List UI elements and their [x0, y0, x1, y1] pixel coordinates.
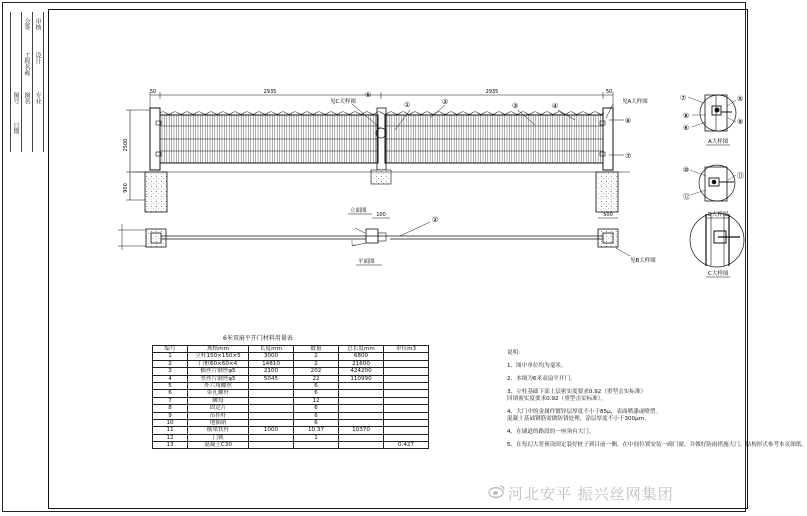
- table-cell: [339, 442, 384, 449]
- column-header: 数量: [294, 346, 339, 353]
- part-balloon: ⑩: [683, 166, 690, 174]
- materials-table-body: [153, 353, 429, 449]
- table-cell: 6: [294, 419, 339, 426]
- table-cell: 7: [153, 397, 188, 404]
- table-cell: [249, 397, 294, 404]
- table-row: [153, 427, 429, 434]
- table-row: [153, 419, 429, 426]
- table-cell: 6800: [339, 353, 384, 360]
- column-header: 单位m3: [384, 346, 429, 353]
- table-cell: 2100: [249, 368, 294, 375]
- table-cell: 8: [153, 405, 188, 412]
- elevation-view: [126, 92, 630, 212]
- table-cell: [249, 405, 294, 412]
- table-cell: [339, 397, 384, 404]
- table-cell: 6: [153, 390, 188, 397]
- table-header-row: [153, 346, 429, 353]
- callout-detail-b: 见B大样图: [630, 258, 656, 264]
- table-cell: [384, 434, 429, 441]
- table-cell: 13: [153, 442, 188, 449]
- table-cell: [384, 397, 429, 404]
- table-cell: 5045: [249, 375, 294, 382]
- table-cell: 竖丝片钢丝φ5: [188, 375, 249, 382]
- note-line: 2、本图为6米双扇平开门。: [507, 376, 576, 382]
- notes-heading: 说明：: [507, 350, 524, 356]
- table-cell: 3000: [249, 353, 294, 360]
- detail-b-label: B大样图: [708, 212, 729, 218]
- table-row: [153, 360, 429, 367]
- table-cell: [249, 434, 294, 441]
- table-cell: 带孔螺杆: [188, 390, 249, 397]
- table-cell: 10.37: [294, 427, 339, 434]
- table-cell: 424200: [339, 368, 384, 375]
- note-line: 5、在每幻大普预设固定装好桩子到目前一侧，在中间位置安装一副门窗，并做好防雨措施大门，结构形式参考本页图纸。: [507, 442, 807, 448]
- table-cell: [384, 419, 429, 426]
- detail-b-drawing: [690, 165, 736, 201]
- table-cell: 横梁铁杆: [188, 427, 249, 434]
- part-balloon: ⑦: [625, 152, 632, 160]
- detail-c-label: C大样图: [708, 271, 729, 277]
- table-row: [153, 353, 429, 360]
- dim-label: 2500: [123, 138, 129, 152]
- column-header: 规格mm: [188, 346, 249, 353]
- table-cell: [384, 368, 429, 375]
- part-balloon: ⑥: [683, 124, 690, 132]
- table-cell: 横丝片钢丝φ5: [188, 368, 249, 375]
- table-cell: 1000: [249, 427, 294, 434]
- table-cell: [384, 412, 429, 419]
- table-cell: [339, 412, 384, 419]
- table-cell: 6: [294, 412, 339, 419]
- table-cell: 6: [294, 390, 339, 397]
- notes: [507, 350, 807, 449]
- table-row: [153, 368, 429, 375]
- dim-label: 900: [123, 183, 129, 193]
- table-row: [153, 442, 429, 449]
- dim-label: 50: [605, 89, 613, 95]
- table-cell: 螺母: [188, 397, 249, 404]
- part-balloon: ⑪: [737, 172, 744, 180]
- title-block-cell: 图名: [23, 92, 30, 104]
- callout-detail-c: 见C大样图: [330, 99, 356, 105]
- dim-label: 2935: [263, 89, 277, 95]
- table-cell: 门框60×60×4: [188, 360, 249, 367]
- table-cell: [249, 412, 294, 419]
- table-cell: 立柱150×150×5: [188, 353, 249, 360]
- table-row: [153, 412, 429, 419]
- column-header: 编号: [153, 346, 188, 353]
- table-cell: 1: [294, 434, 339, 441]
- note-line: 3、立柱基础下部土层密实度要求0.92（重型击实标准）: [507, 389, 647, 395]
- dim-label: 100: [376, 212, 386, 218]
- table-cell: 0.427: [384, 442, 429, 449]
- column-header: 长度mm: [249, 346, 294, 353]
- table-cell: 22: [294, 375, 339, 382]
- title-block-cell: 图号: [12, 92, 19, 104]
- view-caption-elevation: 立面图: [350, 208, 367, 214]
- callout-detail-a: 见A大样图: [622, 99, 648, 105]
- table-cell: [384, 427, 429, 434]
- title-block-cell: 审核: [34, 18, 41, 30]
- watermark-text: 河北安平 振兴丝网集团: [508, 485, 674, 503]
- table-cell: 门锁: [188, 434, 249, 441]
- table-cell: [339, 419, 384, 426]
- table-cell: [339, 390, 384, 397]
- table-cell: 14810: [249, 360, 294, 367]
- weibo-logo-icon: [488, 484, 506, 498]
- table-cell: 2: [294, 353, 339, 360]
- title-block-cell: 专业: [34, 92, 41, 104]
- dim-label: 500: [603, 212, 613, 218]
- table-cell: [249, 382, 294, 389]
- table-cell: 外六角螺丝: [188, 382, 249, 389]
- table-cell: [249, 419, 294, 426]
- table-cell: [249, 442, 294, 449]
- note-line: 4、大门中的金属件镀锌层厚度不小于85μ，表面喷漆或喷塑。: [507, 409, 662, 415]
- table-cell: 110990: [339, 375, 384, 382]
- table-row: [153, 434, 429, 441]
- table-cell: 11: [153, 427, 188, 434]
- table-cell: 202: [294, 368, 339, 375]
- title-block-cell: 工程名称: [23, 52, 30, 76]
- table-cell: 5: [153, 382, 188, 389]
- note-line: 混凝土基础钢筋需做防锈处理，涂层厚度不小于300μm。: [507, 416, 650, 422]
- table-cell: [384, 390, 429, 397]
- table-row: [153, 382, 429, 389]
- table-cell: 地插销: [188, 419, 249, 426]
- note-line: 1、图中单位均为毫米。: [507, 363, 567, 369]
- table-cell: [384, 353, 429, 360]
- table-cell: 1: [153, 353, 188, 360]
- table-cell: [339, 434, 384, 441]
- table-cell: 4: [153, 375, 188, 382]
- table-cell: 10370: [339, 427, 384, 434]
- part-balloon: ③: [512, 102, 519, 110]
- table-cell: 2: [153, 360, 188, 367]
- part-balloon: ②: [432, 216, 439, 224]
- detail-c-drawing: [690, 213, 744, 267]
- table-cell: 固定片: [188, 405, 249, 412]
- table-cell: 12: [294, 397, 339, 404]
- title-block-cell: 设计: [34, 52, 41, 64]
- detail-a-label: A大样图: [708, 139, 729, 145]
- title-block-cell: 会签: [23, 18, 30, 30]
- table-cell: [384, 360, 429, 367]
- table-cell: [384, 405, 429, 412]
- table-cell: 6: [294, 405, 339, 412]
- title-block-cell: 日期: [12, 122, 19, 134]
- part-balloon: ④: [552, 102, 559, 110]
- part-balloon: ⑧: [683, 112, 690, 120]
- table-cell: [384, 382, 429, 389]
- table-cell: [339, 405, 384, 412]
- dim-label: 2935: [485, 89, 499, 95]
- materials-table-title: 6米双扇平开门材料用量表: [223, 335, 293, 342]
- table-cell: 21600: [339, 360, 384, 367]
- part-balloon: ⑤: [737, 95, 744, 103]
- table-cell: 6: [294, 382, 339, 389]
- part-balloon: ⑨: [737, 118, 744, 126]
- materials-table: [152, 345, 429, 449]
- table-row: [153, 390, 429, 397]
- part-balloon: ⑥: [625, 117, 632, 125]
- part-balloon: ⑦: [680, 94, 687, 102]
- part-balloon: ⑤: [365, 91, 372, 99]
- part-balloon: ①: [404, 101, 411, 109]
- column-header: 总长度mm: [339, 346, 384, 353]
- table-row: [153, 397, 429, 404]
- dim-label: 50: [149, 89, 157, 95]
- table-cell: 2: [294, 360, 339, 367]
- table-cell: [294, 442, 339, 449]
- note-line: 4、在铺道的路段的一座须有大门。: [507, 429, 595, 435]
- note-line: 回填密实度要求0.92（重型击实标准）。: [507, 396, 607, 402]
- part-balloon: ②: [442, 98, 449, 106]
- table-cell: [384, 375, 429, 382]
- table-cell: 混凝土C30: [188, 442, 249, 449]
- table-cell: 3: [153, 368, 188, 375]
- view-caption-plan: 平面图: [358, 259, 375, 265]
- table-cell: [339, 382, 384, 389]
- table-cell: 9: [153, 412, 188, 419]
- table-row: [153, 375, 429, 382]
- plan-view: [118, 218, 630, 256]
- table-cell: 10: [153, 419, 188, 426]
- part-balloon: ⑫: [683, 193, 690, 201]
- table-row: [153, 405, 429, 412]
- table-cell: 12: [153, 434, 188, 441]
- detail-a-drawing: [688, 95, 736, 131]
- table-cell: 吊挂杆: [188, 412, 249, 419]
- table-cell: [249, 390, 294, 397]
